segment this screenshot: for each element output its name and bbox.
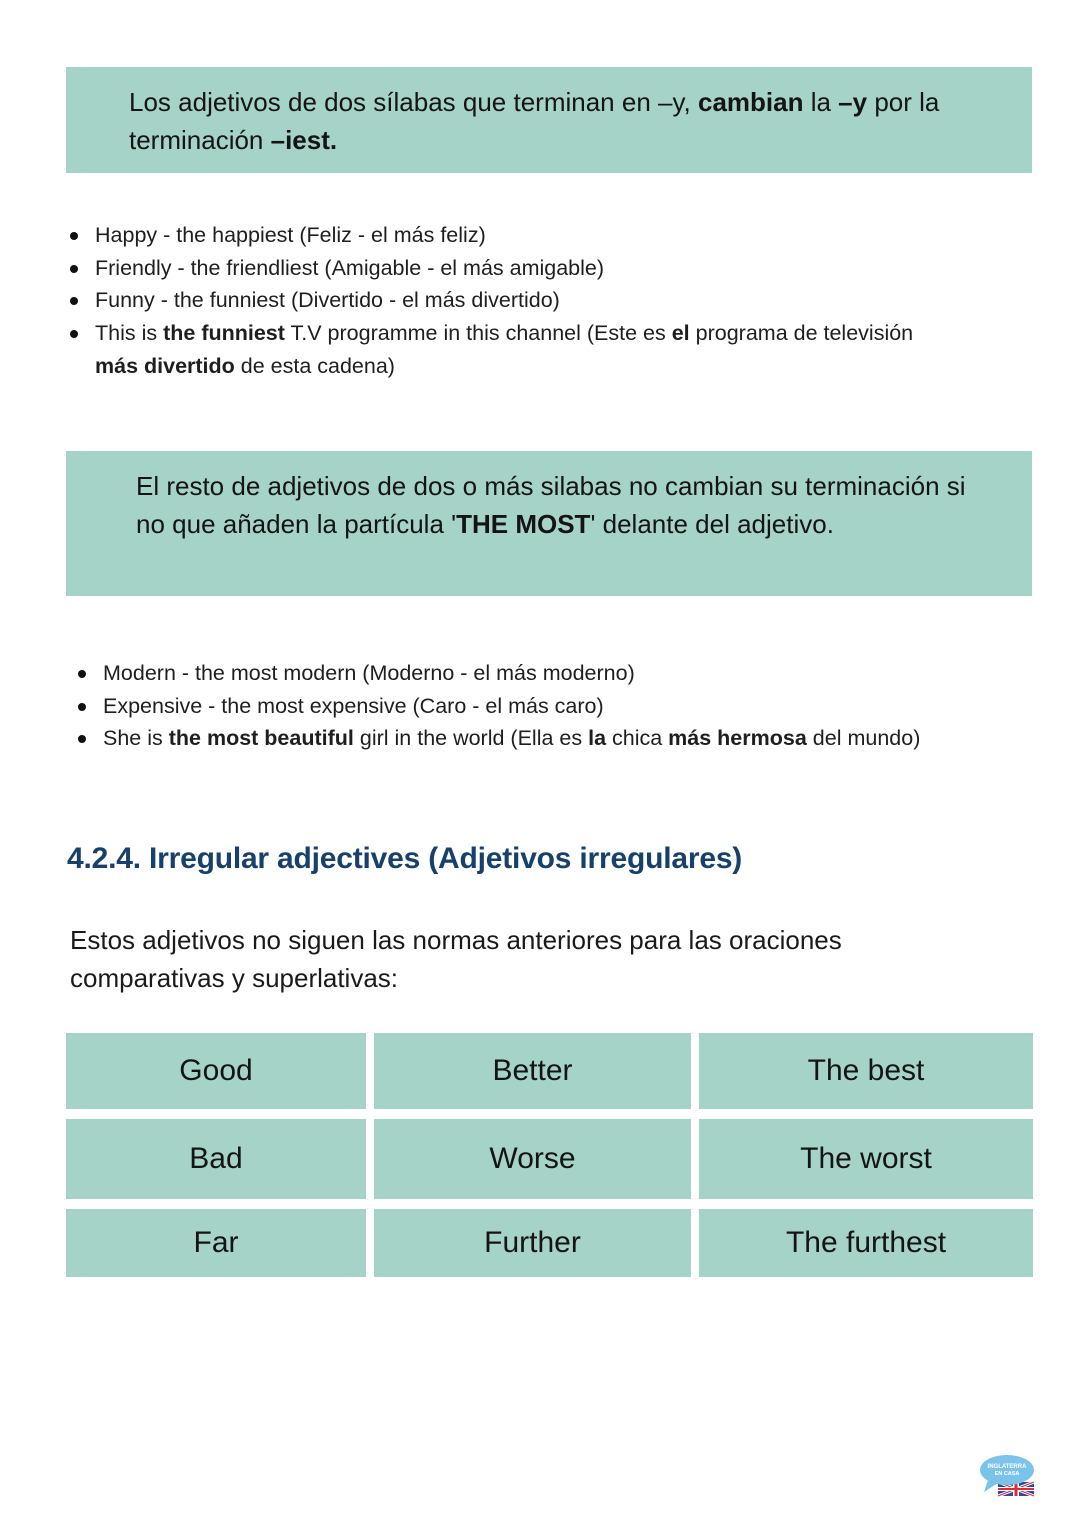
text: Funny - the funniest (Divertido - el más divertido)	[95, 288, 560, 313]
text: This is	[95, 321, 164, 346]
text: Modern - the most modern (Moderno - el más moderno)	[103, 661, 635, 685]
text: She is	[103, 726, 169, 751]
bold-text: –iest.	[270, 125, 338, 155]
bullet-icon	[78, 670, 86, 678]
section-intro: Estos adjetivos no siguen las normas anteriores para las oraciones comparativas y superlativas:	[70, 925, 842, 993]
table-cell-comparative: Better	[374, 1033, 691, 1109]
bullet-icon	[78, 735, 86, 743]
table-cell-comparative: Worse	[374, 1119, 691, 1199]
text: ' delante del adjetivo.	[590, 509, 834, 539]
list-item	[66, 252, 946, 285]
table-cell-positive: Good	[66, 1033, 366, 1109]
bold-text: más hermosa	[668, 726, 807, 751]
bold-text: más divertido	[95, 353, 235, 378]
text: chica	[606, 726, 669, 751]
list-item	[66, 219, 946, 252]
bold-text: the most beautiful	[168, 726, 354, 751]
section-heading: 4.2.4. Irregular adjectives (Adjetivos irregulares)	[67, 842, 743, 875]
table-cell-superlative: The worst	[699, 1119, 1033, 1199]
bold-text: the funniest	[163, 321, 285, 346]
bullet-icon	[70, 232, 78, 240]
bold-text: el	[671, 321, 690, 346]
svg-text:INGLATERRA: INGLATERRA	[987, 1464, 1027, 1470]
table-cell-positive: Bad	[66, 1119, 366, 1199]
bullet-icon	[78, 703, 86, 711]
text: El resto de adjetivos de dos o más silabas no cambian su terminación si no que añaden la partícula '	[136, 471, 966, 539]
list-item	[66, 284, 946, 317]
svg-text:EN CASA: EN CASA	[994, 1471, 1020, 1477]
table-cell-comparative: Further	[374, 1209, 691, 1277]
callout-box-iest-rule	[66, 67, 1032, 173]
text: de esta cadena)	[234, 353, 395, 378]
examples-list-the-most	[74, 657, 974, 755]
bullet-icon	[70, 265, 78, 273]
list-item	[66, 317, 946, 382]
callout-text	[136, 467, 996, 543]
bullet-icon	[70, 297, 78, 305]
brand-logo	[978, 1452, 1038, 1498]
list-item	[74, 722, 974, 755]
text: Los adjetivos de dos sílabas que terminan en –y,	[129, 87, 698, 117]
bold-text: THE MOST	[456, 509, 591, 539]
bold-text: la	[588, 726, 607, 751]
table-cell-positive: Far	[66, 1209, 366, 1277]
callout-box-the-most-rule	[66, 451, 1032, 596]
text: T.V programme in this channel (Este es	[284, 321, 672, 346]
text: Friendly - the friendliest (Amigable - el más amigable)	[95, 255, 605, 280]
text: girl in the world (Ella es	[353, 726, 589, 751]
table-cell-superlative: The best	[699, 1033, 1033, 1109]
list-item	[74, 657, 974, 690]
text: Expensive - the most expensive (Caro - el más caro)	[103, 693, 604, 718]
callout-text	[129, 83, 989, 159]
bullet-icon	[70, 330, 78, 338]
text: programa de televisión	[689, 321, 914, 346]
bold-text: cambian	[697, 87, 804, 117]
text: por la terminación	[129, 87, 940, 155]
bold-text: –y	[838, 87, 868, 117]
speech-bubble-uk-flag-icon	[978, 1452, 1038, 1498]
table-cell-superlative: The furthest	[699, 1209, 1033, 1277]
text: del mundo)	[806, 726, 921, 751]
list-item	[74, 690, 974, 723]
text: Happy - the happiest (Feliz - el más feliz)	[95, 223, 486, 247]
examples-list-iest	[66, 219, 946, 383]
text: la	[803, 87, 839, 117]
